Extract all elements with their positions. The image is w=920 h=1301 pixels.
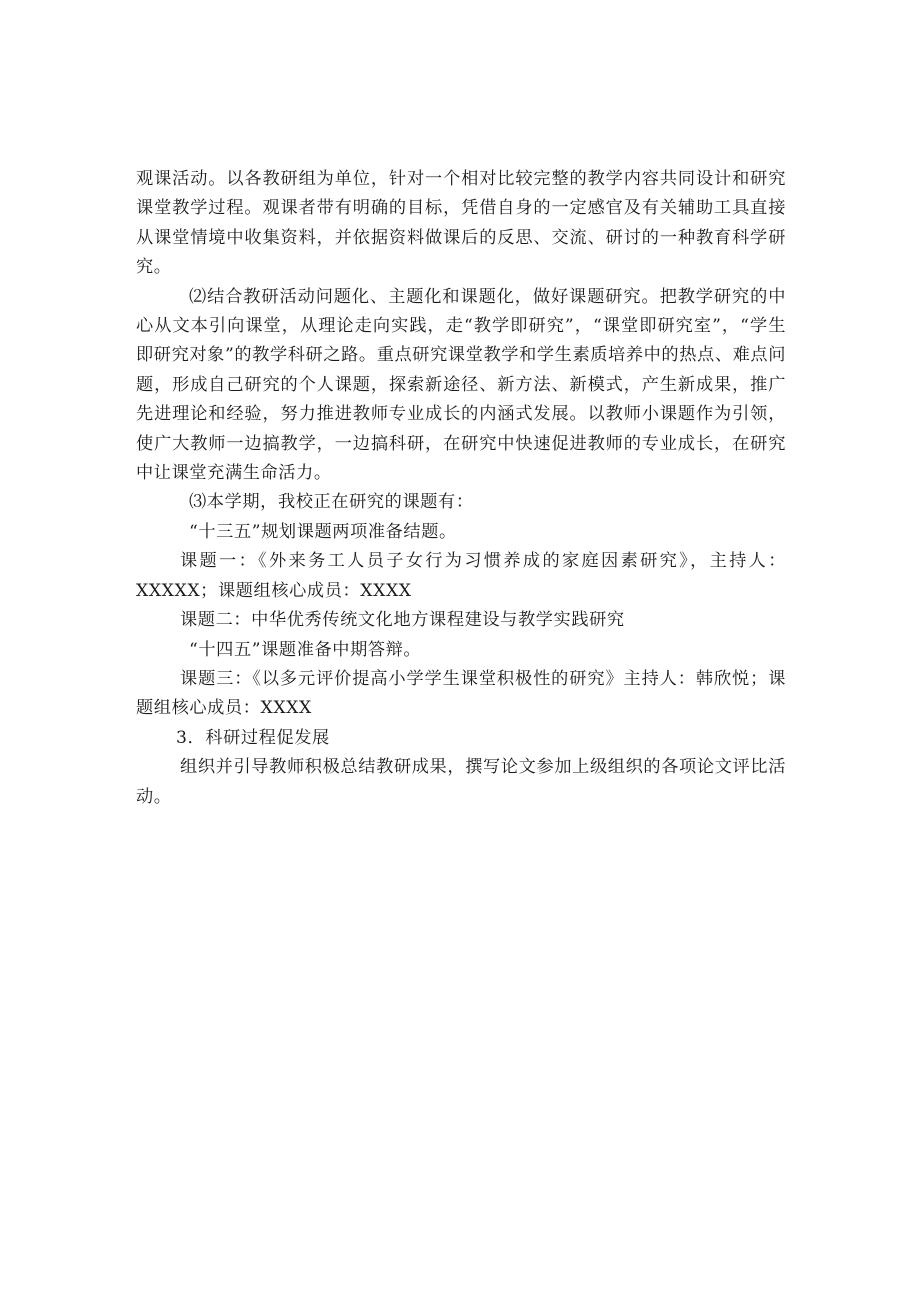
paragraph-13th-plan: “十三五”规划课题两项准备结题。 bbox=[189, 521, 457, 542]
paragraph-topic-two: 课题二：中华优秀传统文化地方课程建设与教学实践研究 bbox=[180, 610, 625, 631]
paragraph-14th-plan: “十四五”课题准备中期答辩。 bbox=[189, 639, 422, 660]
paragraph-topic-research: ⑵结合教研活动问题化、主题化和课题化，做好课题研究。把教学研究的中心从文本引向课堂，从理论走向实践，走“教学即研究”，“课堂即研究室”，“学生即研究对象”的教学科研之路。重点研究课堂教学和学生素质培养中的热点、难点问题，形成自己研究的个人课题，探索新途径、新方法、新模式，产生新成果，推广先进理论和经验，努力推进教师专业成长的内涵式发展。以教师小课题作为引领，使广大教师一边搞教学，一边搞科研，在研究中快速促进教师的专业成长，在研究中让课堂充满生命活力。 bbox=[136, 286, 786, 484]
paragraph-papers: 组织并引导教师积极总结教研成果，撰写论文参加上级组织的各项论文评比活动。 bbox=[136, 757, 786, 807]
paragraph-topic-three: 课题三：《以多元评价提高小学学生课堂积极性的研究》主持人：韩欣悦；课题组核心成员：XXXX bbox=[136, 668, 786, 719]
paragraph-topic-one: 课题一：《外来务工人员子女行为习惯养成的家庭因素研究》，主持人：XXXXX；课题组核心成员：XXXX bbox=[136, 551, 786, 601]
section-heading-research-process: 3．科研过程促发展 bbox=[176, 727, 330, 748]
document-body bbox=[136, 165, 786, 812]
paragraph-current-topics: ⑶本学期，我校正在研究的课题有： bbox=[189, 492, 474, 513]
paragraph-observation: 观课活动。以各教研组为单位，针对一个相对比较完整的教学内容共同设计和研究课堂教学过程。观课者带有明确的目标，凭借自身的一定感官及有关辅助工具直接从课堂情境中收集资料，并依据资料做课后的反思、交流、研讨的一种教育科学研究。 bbox=[136, 169, 786, 278]
